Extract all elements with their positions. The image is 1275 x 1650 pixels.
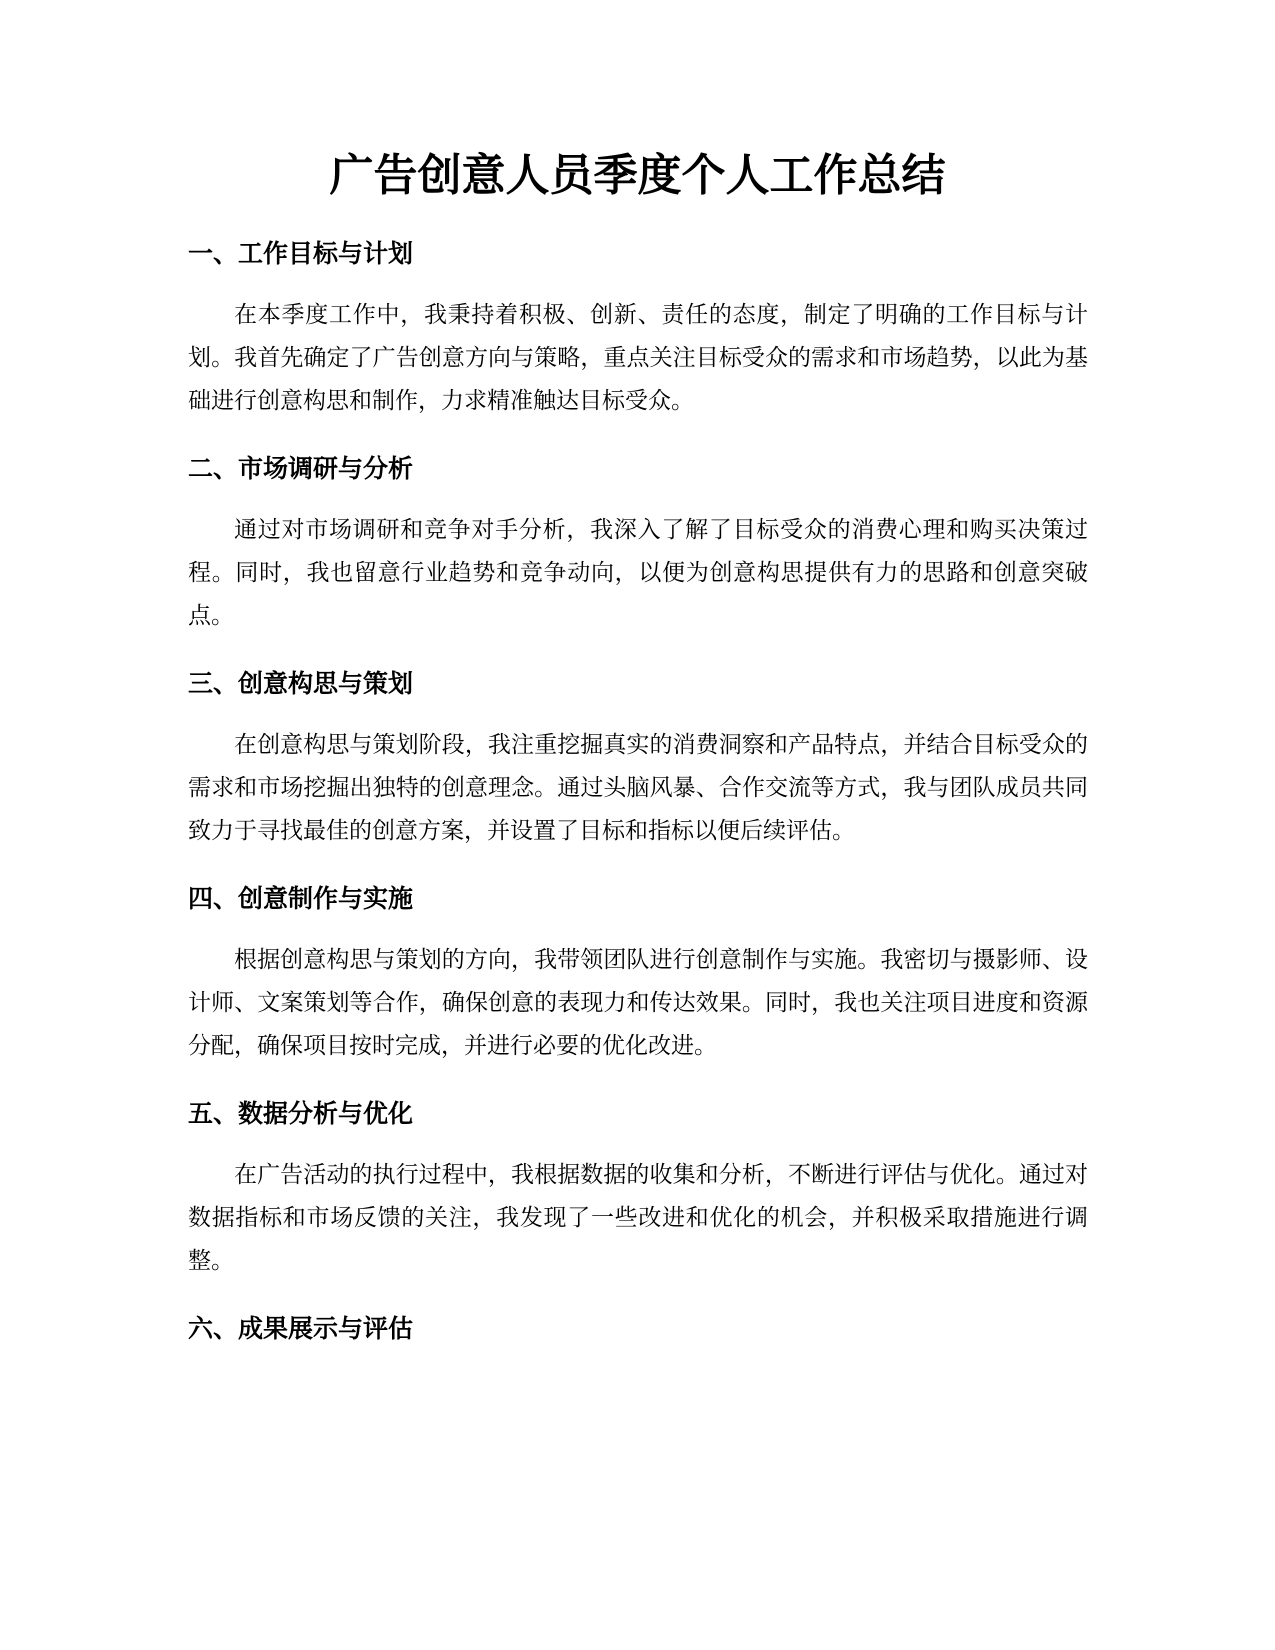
section-heading: 三、创意构思与策划 [188,669,414,698]
section-heading: 二、市场调研与分析 [188,454,414,483]
section-creative-planning [188,666,1088,853]
page-title: 广告创意人员季度个人工作总结 [329,150,946,201]
section-heading: 六、成果展示与评估 [188,1314,414,1343]
section-heading: 一、工作目标与计划 [188,239,414,268]
section-market-research [188,451,1088,638]
section-production [188,881,1088,1068]
section-heading: 五、数据分析与优化 [188,1099,414,1128]
section-heading: 四、创意制作与实施 [188,884,414,913]
section-paragraph: 在创意构思与策划阶段，我注重挖掘真实的消费洞察和产品特点，并结合目标受众的需求和市场挖掘出独特的创意理念。通过头脑风暴、合作交流等方式，我与团队成员共同致力于寻找最佳的创意方案，并设置了目标和指标以便后续评估。 [188,732,1088,844]
section-goals-plan [188,236,1088,423]
section-paragraph: 根据创意构思与策划的方向，我带领团队进行创意制作与实施。我密切与摄影师、设计师、文案策划等合作，确保创意的表现力和传达效果。同时，我也关注项目进度和资源分配，确保项目按时完成，并进行必要的优化改进。 [188,947,1088,1059]
section-paragraph: 在本季度工作中，我秉持着积极、创新、责任的态度，制定了明确的工作目标与计划。我首先确定了广告创意方向与策略，重点关注目标受众的需求和市场趋势，以此为基础进行创意构思和制作，力求精准触达目标受众。 [188,302,1088,414]
section-paragraph: 在广告活动的执行过程中，我根据数据的收集和分析，不断进行评估与优化。通过对数据指标和市场反馈的关注，我发现了一些改进和优化的机会，并积极采取措施进行调整。 [188,1162,1088,1274]
section-results [188,1311,1088,1347]
section-data-analysis [188,1096,1088,1283]
section-paragraph: 通过对市场调研和竞争对手分析，我深入了解了目标受众的消费心理和购买决策过程。同时，我也留意行业趋势和竞争动向，以便为创意构思提供有力的思路和创意突破点。 [188,517,1088,629]
document-body [188,236,1088,1347]
